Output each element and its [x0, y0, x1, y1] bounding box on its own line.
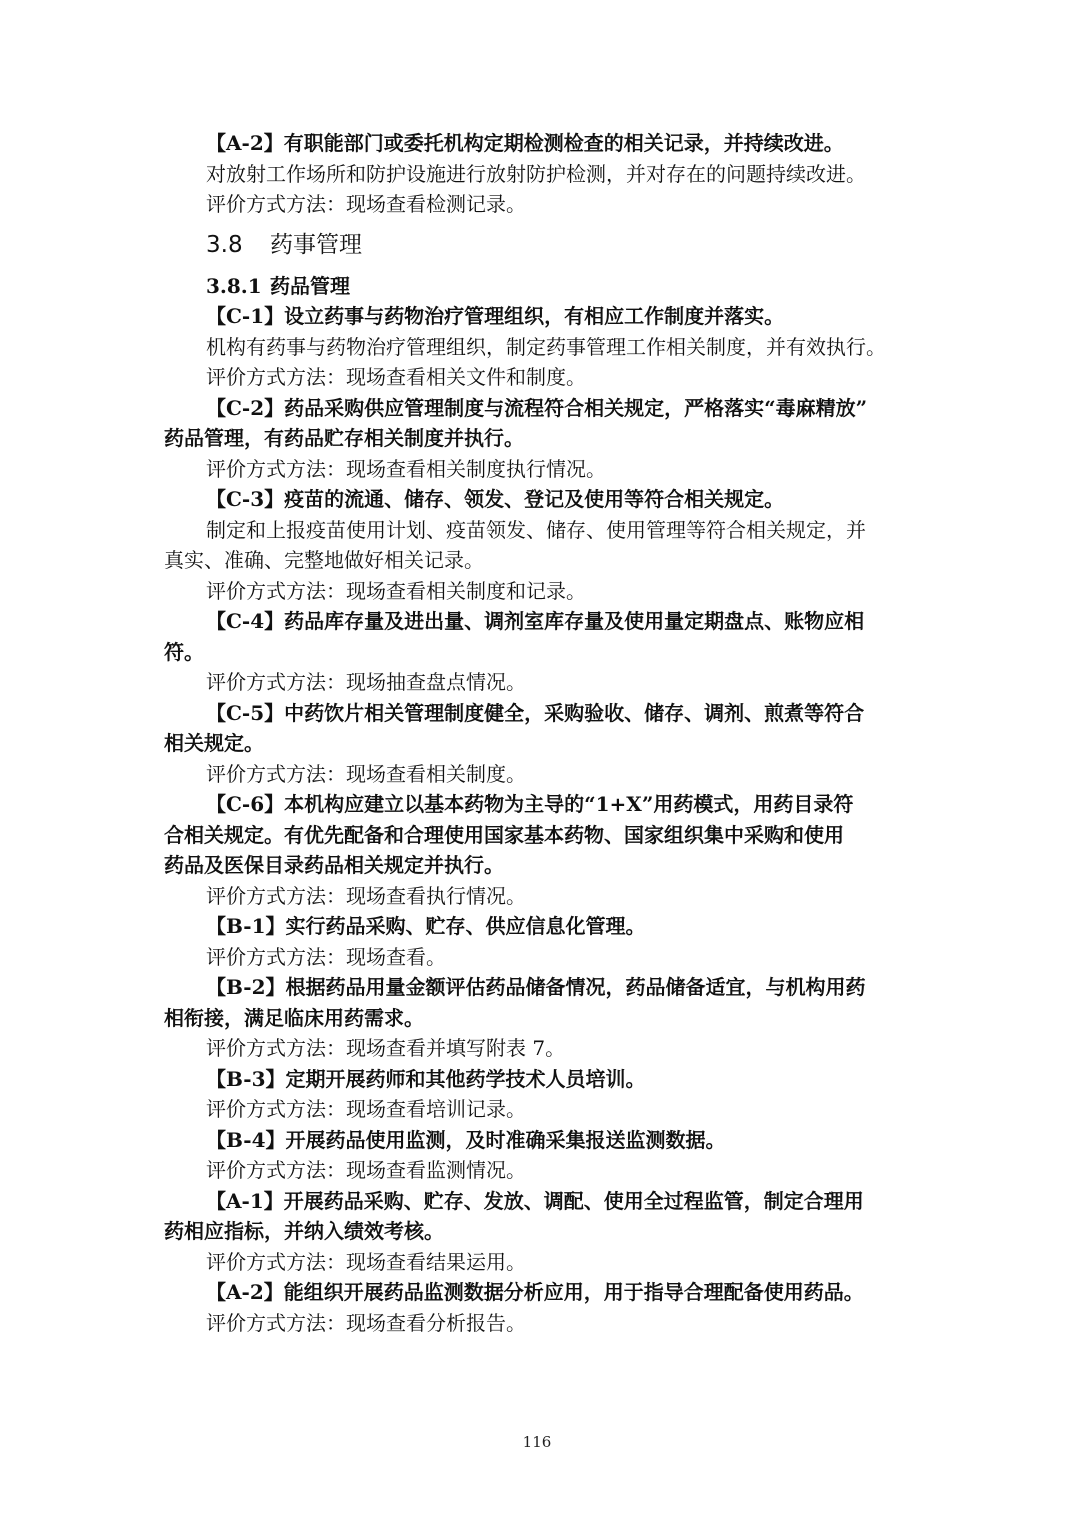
item-title: 【B-4】开展药品使用监测，及时准确采集报送监测数据。 — [206, 1127, 726, 1152]
item-body-cont: 真实、准确、完整地做好相关记录。 — [164, 548, 484, 572]
item-title: 【A-1】开展药品采购、贮存、发放、调配、使用全过程监管，制定合理用 — [206, 1188, 864, 1213]
item-method: 评价方式方法：现场抽查盘点情况。 — [206, 670, 526, 694]
item-body: 机构有药事与药物治疗管理组织，制定药事管理工作相关制度，并有效执行。 — [206, 334, 886, 359]
item-title: 【C-3】疫苗的流通、储存、领发、登记及使用等符合相关规定。 — [206, 487, 785, 511]
item-title: 【C-5】中药饮片相关管理制度健全，采购验收、储存、调剂、煎煮等符合 — [206, 700, 865, 725]
item-method: 评价方式方法：现场查看执行情况。 — [206, 883, 526, 908]
item-title: 【C-6】本机构应建立以基本药物为主导的“1+X”用药模式，用药目录符 — [206, 792, 854, 816]
page-number: 116 — [522, 1433, 552, 1451]
item-title-cont: 药相应指标，并纳入绩效考核。 — [164, 1219, 444, 1243]
item-title: 【A-2】能组织开展药品监测数据分析应用，用于指导合理配备使用药品。 — [206, 1280, 864, 1304]
item-method: 评价方式方法：现场查看相关制度。 — [206, 761, 526, 786]
item-body: 对放射工作场所和防护设施进行放射防护检测，并对存在的问题持续改进。 — [206, 161, 866, 186]
item-method: 评价方式方法：现场查看相关文件和制度。 — [206, 365, 586, 389]
section-number: 3.8 — [206, 231, 243, 258]
item-title: 【C-1】设立药事与药物治疗管理组织，有相应工作制度并落实。 — [206, 304, 785, 328]
section-heading — [164, 231, 916, 259]
item-title-cont: 相衔接，满足临床用药需求。 — [164, 1005, 424, 1030]
section-title: 药事管理 — [270, 231, 362, 258]
item-title: 【A-2】有职能部门或委托机构定期检测检查的相关记录，并持续改进。 — [206, 131, 844, 155]
item-method: 评价方式方法：现场查看相关制度和记录。 — [206, 578, 586, 603]
item-method: 评价方式方法：现场查看相关制度执行情况。 — [206, 456, 606, 481]
item-title-cont: 药品管理，有药品贮存相关制度并执行。 — [164, 426, 524, 450]
item-method: 评价方式方法：现场查看并填写附表 7。 — [206, 1036, 566, 1060]
page-content — [164, 128, 916, 1338]
item-method: 评价方式方法：现场查看监测情况。 — [206, 1158, 526, 1182]
item-body: 制定和上报疫苗使用计划、疫苗领发、储存、使用管理等符合相关规定，并 — [206, 517, 866, 542]
item-title-cont: 合相关规定。有优先配备和合理使用国家基本药物、国家组织集中采购和使用 — [164, 822, 844, 847]
subsection-heading — [164, 271, 916, 302]
subsection-number: 3.8.1 — [206, 273, 262, 298]
item-title-cont: 相关规定。 — [164, 731, 264, 755]
item-title: 【B-3】定期开展药师和其他药学技术人员培训。 — [206, 1066, 646, 1091]
item-title-cont: 药品及医保目录药品相关规定并执行。 — [164, 853, 504, 877]
item-title: 【B-1】实行药品采购、贮存、供应信息化管理。 — [206, 914, 646, 938]
item-method: 评价方式方法：现场查看培训记录。 — [206, 1097, 526, 1121]
item-title-cont: 符。 — [164, 639, 204, 664]
item-method: 评价方式方法：现场查看分析报告。 — [206, 1310, 526, 1335]
item-method: 评价方式方法：现场查看结果运用。 — [206, 1249, 526, 1274]
item-title: 【B-2】根据药品用量金额评估药品储备情况，药品储备适宜，与机构用药 — [206, 975, 866, 999]
item-method: 评价方式方法：现场查看检测记录。 — [206, 192, 526, 216]
subsection-title: 药品管理 — [270, 273, 350, 298]
item-title: 【C-4】药品库存量及进出量、调剂室库存量及使用量定期盘点、账物应相 — [206, 609, 865, 633]
item-title: 【C-2】药品采购供应管理制度与流程符合相关规定，严格落实“毒麻精放” — [206, 395, 868, 420]
item-method: 评价方式方法：现场查看。 — [206, 944, 446, 969]
